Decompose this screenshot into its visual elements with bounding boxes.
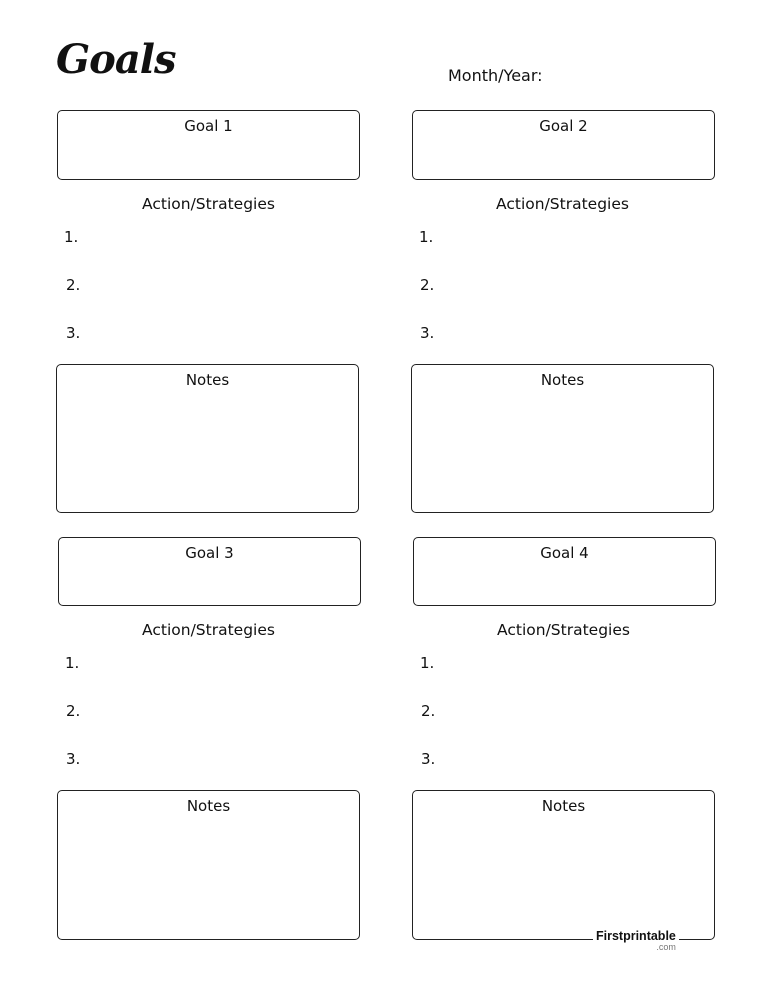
goal-2-label: Goal 2 — [539, 117, 588, 135]
goal-1-box[interactable] — [57, 110, 360, 180]
goal-1-label: Goal 1 — [184, 117, 233, 135]
goal-3-label: Goal 3 — [185, 544, 234, 562]
goal-2-actions-heading: Action/Strategies — [496, 195, 629, 213]
goal-4-box[interactable] — [413, 537, 716, 606]
brand-suffix: .com — [656, 942, 676, 952]
goal-3-notes-box[interactable] — [57, 790, 360, 940]
goal-2-notes-label: Notes — [540, 371, 585, 389]
goal-3-action-2-number: 2. — [66, 702, 81, 720]
goal-3-box[interactable] — [58, 537, 361, 606]
goal-4-label: Goal 4 — [540, 544, 589, 562]
brand-logo — [593, 930, 679, 952]
goal-1-action-1-number: 1. — [64, 228, 79, 246]
goal-3-actions-heading: Action/Strategies — [142, 621, 275, 639]
goal-1-action-2-number: 2. — [66, 276, 81, 294]
goal-2-action-2-number: 2. — [420, 276, 435, 294]
month-year-label: Month/Year: — [448, 66, 543, 85]
brand-name: Firstprintable — [596, 929, 676, 943]
goal-2-action-1-number: 1. — [419, 228, 434, 246]
goal-1-actions-heading: Action/Strategies — [142, 195, 275, 213]
goal-2-box[interactable] — [412, 110, 715, 180]
goal-3-action-1-number: 1. — [65, 654, 80, 672]
goal-1-notes-box[interactable] — [56, 364, 359, 513]
goal-1-action-3-number: 3. — [66, 324, 81, 342]
goal-4-action-2-number: 2. — [421, 702, 436, 720]
goal-3-notes-label: Notes — [186, 797, 231, 815]
goal-4-actions-heading: Action/Strategies — [497, 621, 630, 639]
goal-4-action-3-number: 3. — [421, 750, 436, 768]
goal-2-action-3-number: 3. — [420, 324, 435, 342]
goal-4-notes-label: Notes — [541, 797, 586, 815]
goal-4-notes-box[interactable] — [412, 790, 715, 940]
goal-4-action-1-number: 1. — [420, 654, 435, 672]
goal-1-notes-label: Notes — [185, 371, 230, 389]
page-title: Goals — [56, 36, 176, 83]
goal-3-action-3-number: 3. — [66, 750, 81, 768]
goal-2-notes-box[interactable] — [411, 364, 714, 513]
